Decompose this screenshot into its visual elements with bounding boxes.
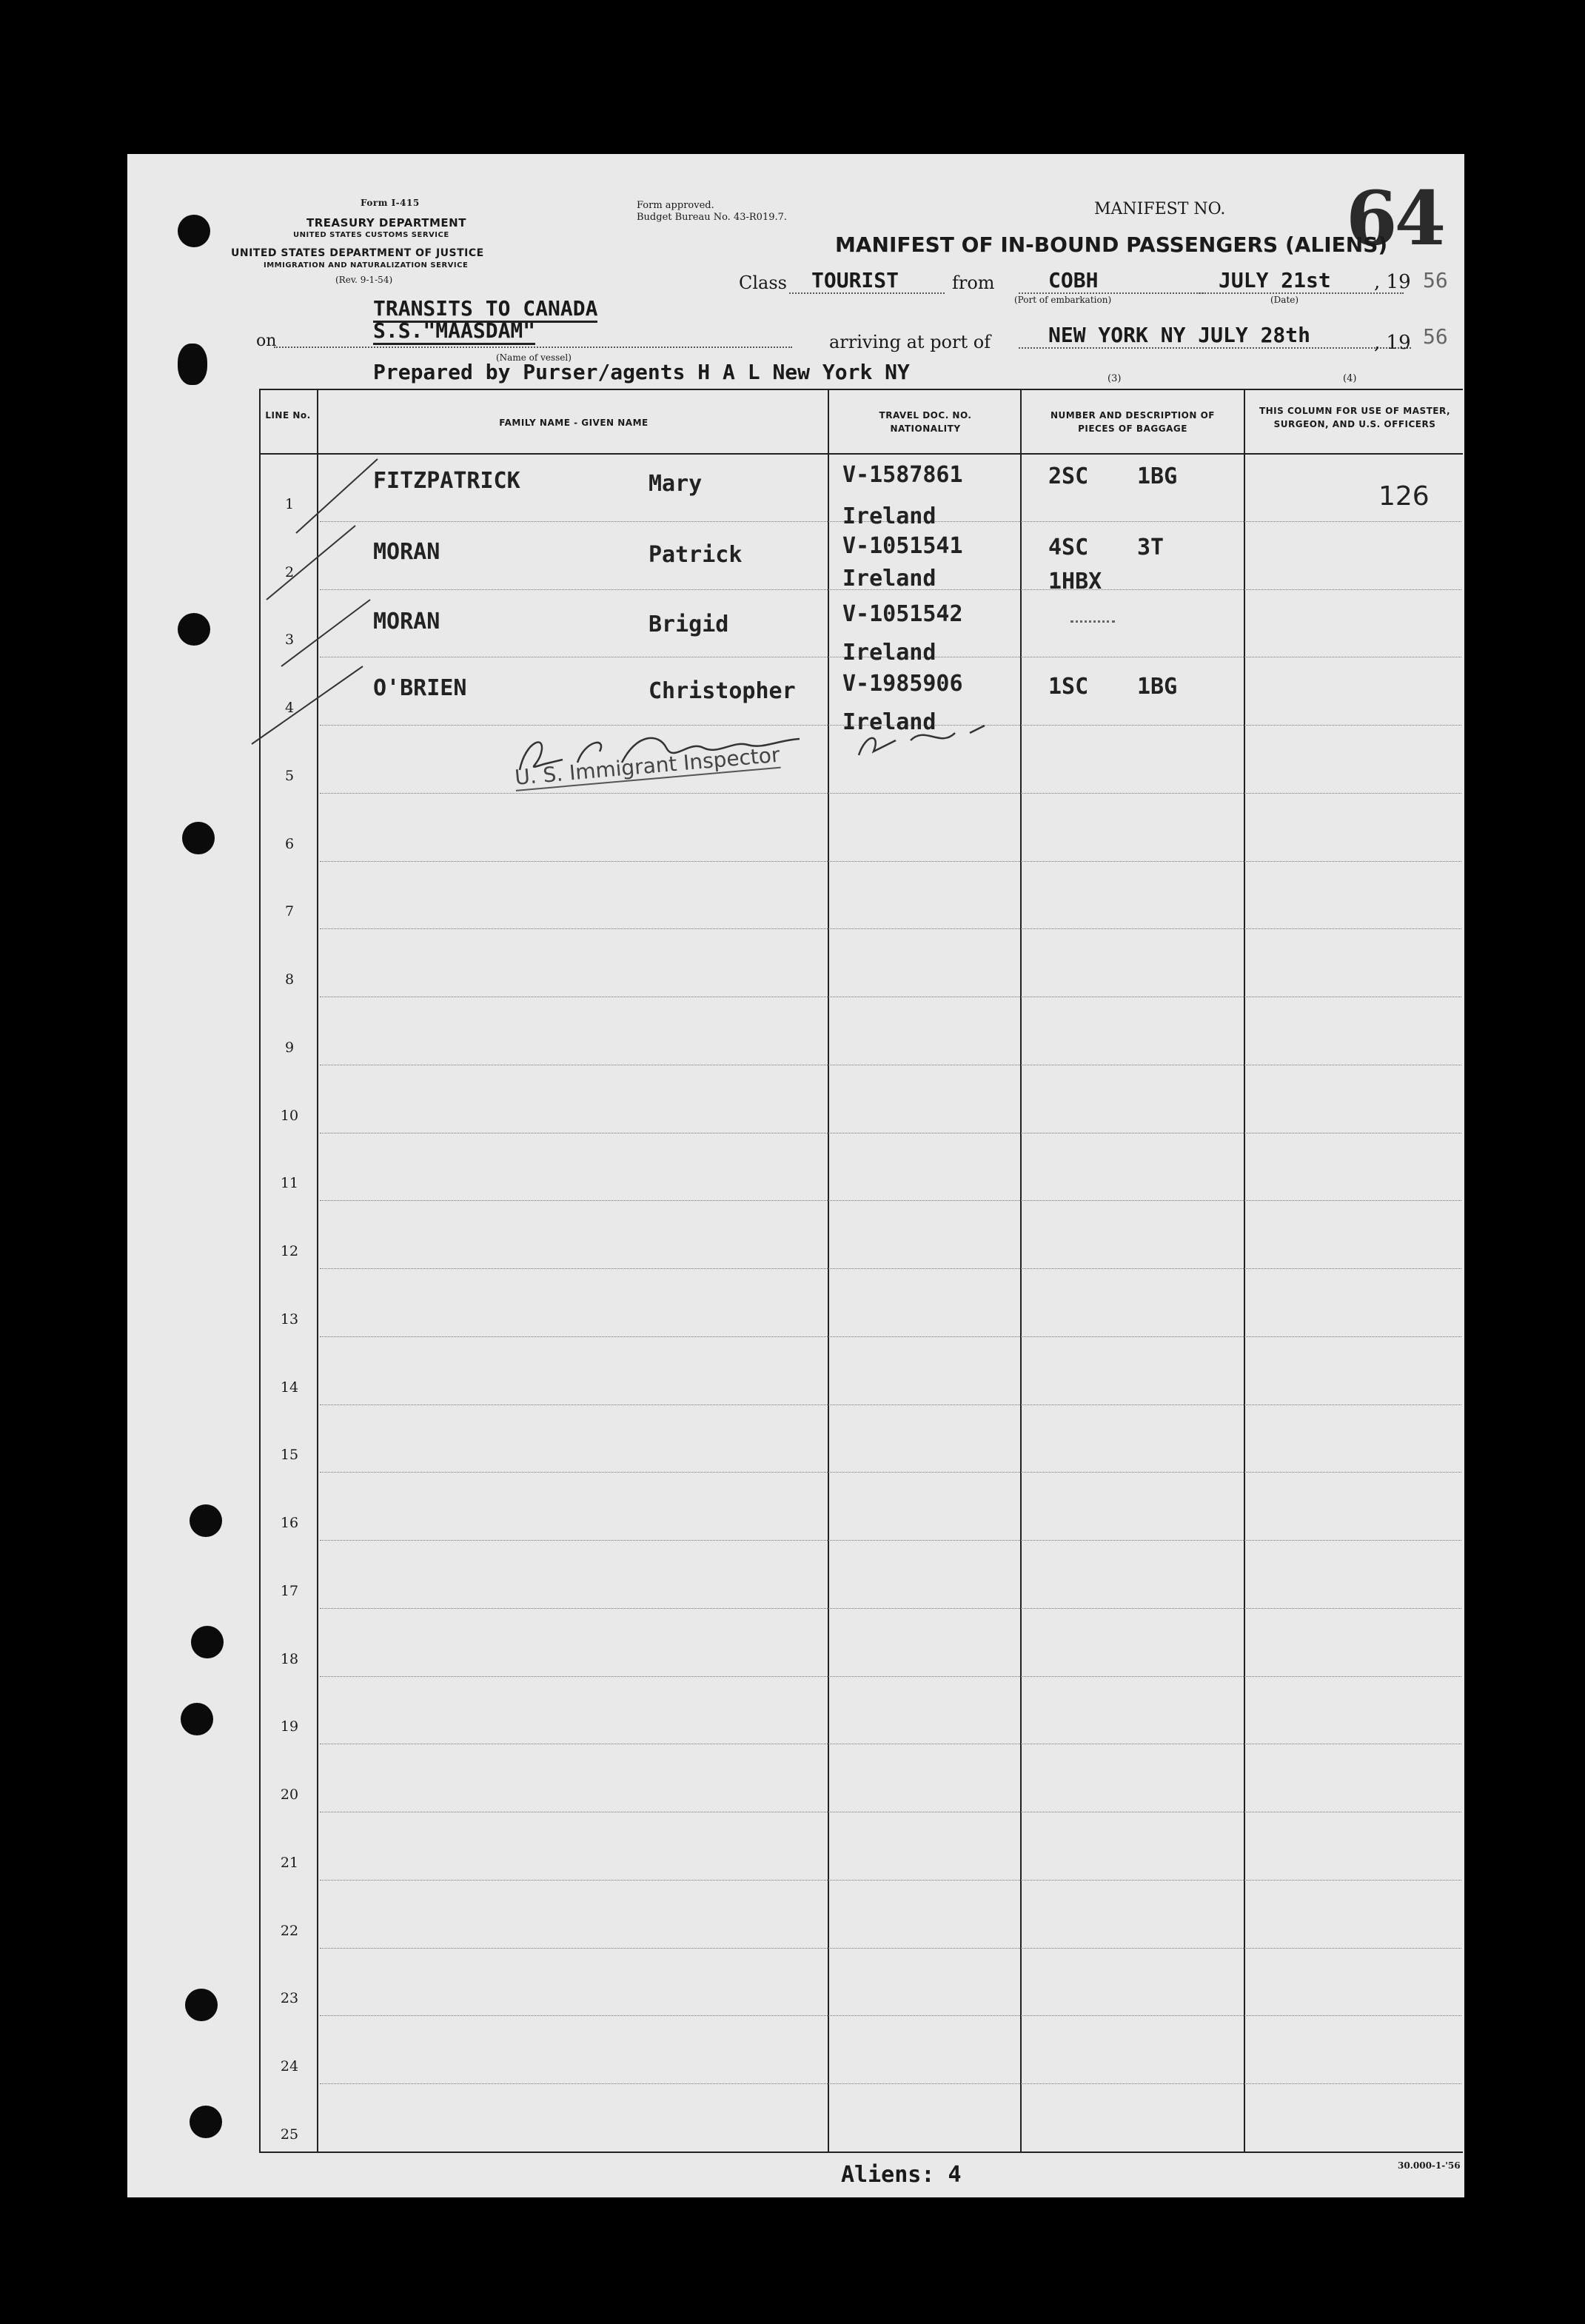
caption-3: (3) bbox=[1108, 373, 1122, 384]
col-header-travel-doc: TRAVEL DOC. NO. NATIONALITY bbox=[879, 410, 972, 434]
baggage-1: 2SC bbox=[1048, 463, 1089, 489]
revision: (Rev. 9-1-54) bbox=[335, 275, 393, 285]
from-label: from bbox=[952, 272, 995, 293]
line-number: 24 bbox=[280, 2058, 299, 2074]
nationality: Ireland bbox=[842, 709, 936, 735]
year-prefix-1: , 19 bbox=[1374, 271, 1411, 293]
row-rule bbox=[320, 1608, 1461, 1609]
caption-4: (4) bbox=[1343, 373, 1357, 384]
line-number: 12 bbox=[280, 1243, 299, 1259]
budget-bureau: Budget Bureau No. 43-R019.7. bbox=[637, 212, 788, 223]
punch-hole bbox=[181, 1703, 213, 1735]
row-rule bbox=[320, 928, 1461, 929]
family-name: O'BRIEN bbox=[373, 675, 467, 701]
row-rule bbox=[320, 1404, 1461, 1405]
travel-doc-no: V-1985906 bbox=[842, 671, 963, 697]
row-rule bbox=[320, 1540, 1461, 1541]
officer-note: 126 bbox=[1378, 481, 1430, 512]
travel-doc-no: V-1051541 bbox=[842, 533, 963, 559]
row-rule bbox=[320, 793, 1461, 794]
line-number: 10 bbox=[280, 1108, 299, 1124]
line-number: 6 bbox=[284, 836, 295, 852]
table-top-rule bbox=[259, 389, 1463, 390]
line-number: 8 bbox=[284, 971, 295, 988]
punch-hole bbox=[178, 613, 210, 646]
line-number: 17 bbox=[280, 1583, 299, 1599]
family-name: FITZPATRICK bbox=[373, 468, 520, 494]
baggage-1: 4SC bbox=[1048, 535, 1089, 560]
line-number: 22 bbox=[280, 1923, 299, 1939]
line-number: 5 bbox=[284, 768, 295, 784]
given-name: Patrick bbox=[649, 542, 743, 568]
inspector-signature bbox=[511, 718, 999, 792]
row-rule bbox=[320, 2015, 1461, 2016]
dept-ins: IMMIGRATION AND NATURALIZATION SERVICE bbox=[264, 261, 469, 269]
punch-hole bbox=[178, 344, 207, 385]
punch-hole bbox=[190, 2106, 222, 2138]
form-print-code: 30.000-1-'56 bbox=[1398, 2160, 1461, 2171]
header-bottom-rule bbox=[259, 453, 1463, 455]
vessel-line bbox=[274, 346, 792, 348]
given-name: Mary bbox=[649, 471, 703, 497]
line-number: 23 bbox=[280, 1990, 299, 2006]
dept-justice: UNITED STATES DEPARTMENT OF JUSTICE bbox=[231, 247, 484, 259]
transits-note: TRANSITS TO CANADA bbox=[373, 296, 597, 323]
dept-customs: UNITED STATES CUSTOMS SERVICE bbox=[293, 231, 449, 239]
line-number: 3 bbox=[284, 632, 295, 648]
col-header-name: FAMILY NAME - GIVEN NAME bbox=[499, 418, 649, 428]
year-prefix-2: , 19 bbox=[1374, 332, 1411, 354]
port-embark-caption: (Port of embarkation) bbox=[1014, 295, 1112, 305]
col-header-line-no: LINE No. bbox=[265, 410, 311, 421]
punch-hole bbox=[178, 215, 210, 247]
line-number: 14 bbox=[280, 1379, 299, 1396]
aliens-total: Aliens: 4 bbox=[841, 2162, 962, 2188]
line-number: 7 bbox=[284, 903, 295, 920]
form-approved: Form approved. bbox=[637, 200, 714, 211]
line-number: 13 bbox=[280, 1311, 299, 1327]
row-rule bbox=[320, 1676, 1461, 1677]
line-number: 9 bbox=[284, 1039, 295, 1056]
baggage-2: 1BG bbox=[1137, 463, 1178, 489]
row-rule bbox=[320, 1336, 1461, 1337]
vessel-name: S.S."MAASDAM" bbox=[373, 318, 535, 345]
row-rule bbox=[320, 1268, 1461, 1269]
embark-date: JULY 21st bbox=[1196, 268, 1404, 294]
family-name: MORAN bbox=[373, 609, 440, 634]
check-marks bbox=[244, 444, 407, 755]
col-divider-baggage bbox=[1244, 389, 1245, 2153]
baggage-3: 1HBX bbox=[1048, 569, 1102, 595]
manifest-title: MANIFEST OF IN-BOUND PASSENGERS (ALIENS) bbox=[835, 232, 1388, 257]
dept-treasury: TREASURY DEPARTMENT bbox=[306, 216, 466, 230]
line-number: 21 bbox=[280, 1855, 299, 1871]
punch-hole bbox=[190, 1504, 222, 1537]
row-rule bbox=[320, 1880, 1461, 1881]
line-number: 25 bbox=[280, 2126, 299, 2143]
date-caption: (Date) bbox=[1270, 295, 1299, 305]
year-2: 56 bbox=[1423, 324, 1448, 349]
form-id: Form I-415 bbox=[361, 198, 420, 208]
travel-doc-no: V-1587861 bbox=[842, 462, 963, 488]
punch-hole bbox=[185, 1989, 218, 2021]
vessel-caption: (Name of vessel) bbox=[496, 352, 572, 363]
col-header-baggage: NUMBER AND DESCRIPTION OF PIECES OF BAGGAGE bbox=[1050, 410, 1216, 434]
manifest-no-label: MANIFEST NO. bbox=[1094, 200, 1226, 218]
col-divider-doc bbox=[1020, 389, 1022, 2153]
baggage-2: 1BG bbox=[1137, 674, 1178, 700]
line-number: 4 bbox=[284, 700, 295, 716]
baggage-1: 1SC bbox=[1048, 674, 1089, 700]
class-label: Class bbox=[739, 272, 787, 293]
line-number: 18 bbox=[280, 1651, 299, 1667]
row-rule bbox=[320, 1200, 1461, 1201]
travel-doc-no: V-1051542 bbox=[842, 601, 963, 627]
punch-hole bbox=[191, 1626, 224, 1658]
col-divider-name bbox=[828, 389, 829, 2153]
row-rule bbox=[320, 861, 1461, 862]
line-number: 11 bbox=[280, 1175, 299, 1191]
nationality: Ireland bbox=[842, 503, 936, 529]
row-rule bbox=[320, 1472, 1461, 1473]
line-number: 2 bbox=[284, 564, 295, 580]
table-bottom-rule bbox=[259, 2151, 1463, 2153]
row-rule bbox=[320, 1948, 1461, 1949]
prepared-by: Prepared by Purser/agents H A L New York NY bbox=[373, 360, 910, 384]
inspector-stamp: U. S. Immigrant Inspector bbox=[514, 742, 781, 790]
given-name: Brigid bbox=[649, 612, 729, 637]
nationality: Ireland bbox=[842, 640, 936, 666]
manifest-no-value: 64 bbox=[1346, 175, 1444, 262]
on-label: on bbox=[256, 332, 277, 350]
arriving-label: arriving at port of bbox=[829, 332, 991, 352]
family-name: MORAN bbox=[373, 539, 440, 565]
baggage-2: 3T bbox=[1137, 535, 1165, 560]
row-rule bbox=[320, 2083, 1461, 2084]
year-1: 56 bbox=[1423, 268, 1448, 292]
port-of-embarkation: COBH bbox=[1019, 268, 1204, 294]
given-name: Christopher bbox=[649, 678, 796, 704]
line-number: 1 bbox=[284, 496, 295, 512]
baggage-mark bbox=[1070, 620, 1115, 626]
arrival-port: NEW YORK NY JULY 28th bbox=[1019, 323, 1411, 349]
class-value: TOURIST bbox=[789, 268, 945, 294]
col-header-officers: THIS COLUMN FOR USE OF MASTER, SURGEON, AND U.S. OFFICERS bbox=[1259, 406, 1451, 429]
nationality: Ireland bbox=[842, 566, 936, 592]
punch-hole bbox=[182, 822, 215, 854]
line-number: 20 bbox=[280, 1786, 299, 1803]
line-number: 16 bbox=[280, 1515, 299, 1531]
line-number: 15 bbox=[280, 1447, 299, 1463]
line-number: 19 bbox=[280, 1718, 299, 1735]
